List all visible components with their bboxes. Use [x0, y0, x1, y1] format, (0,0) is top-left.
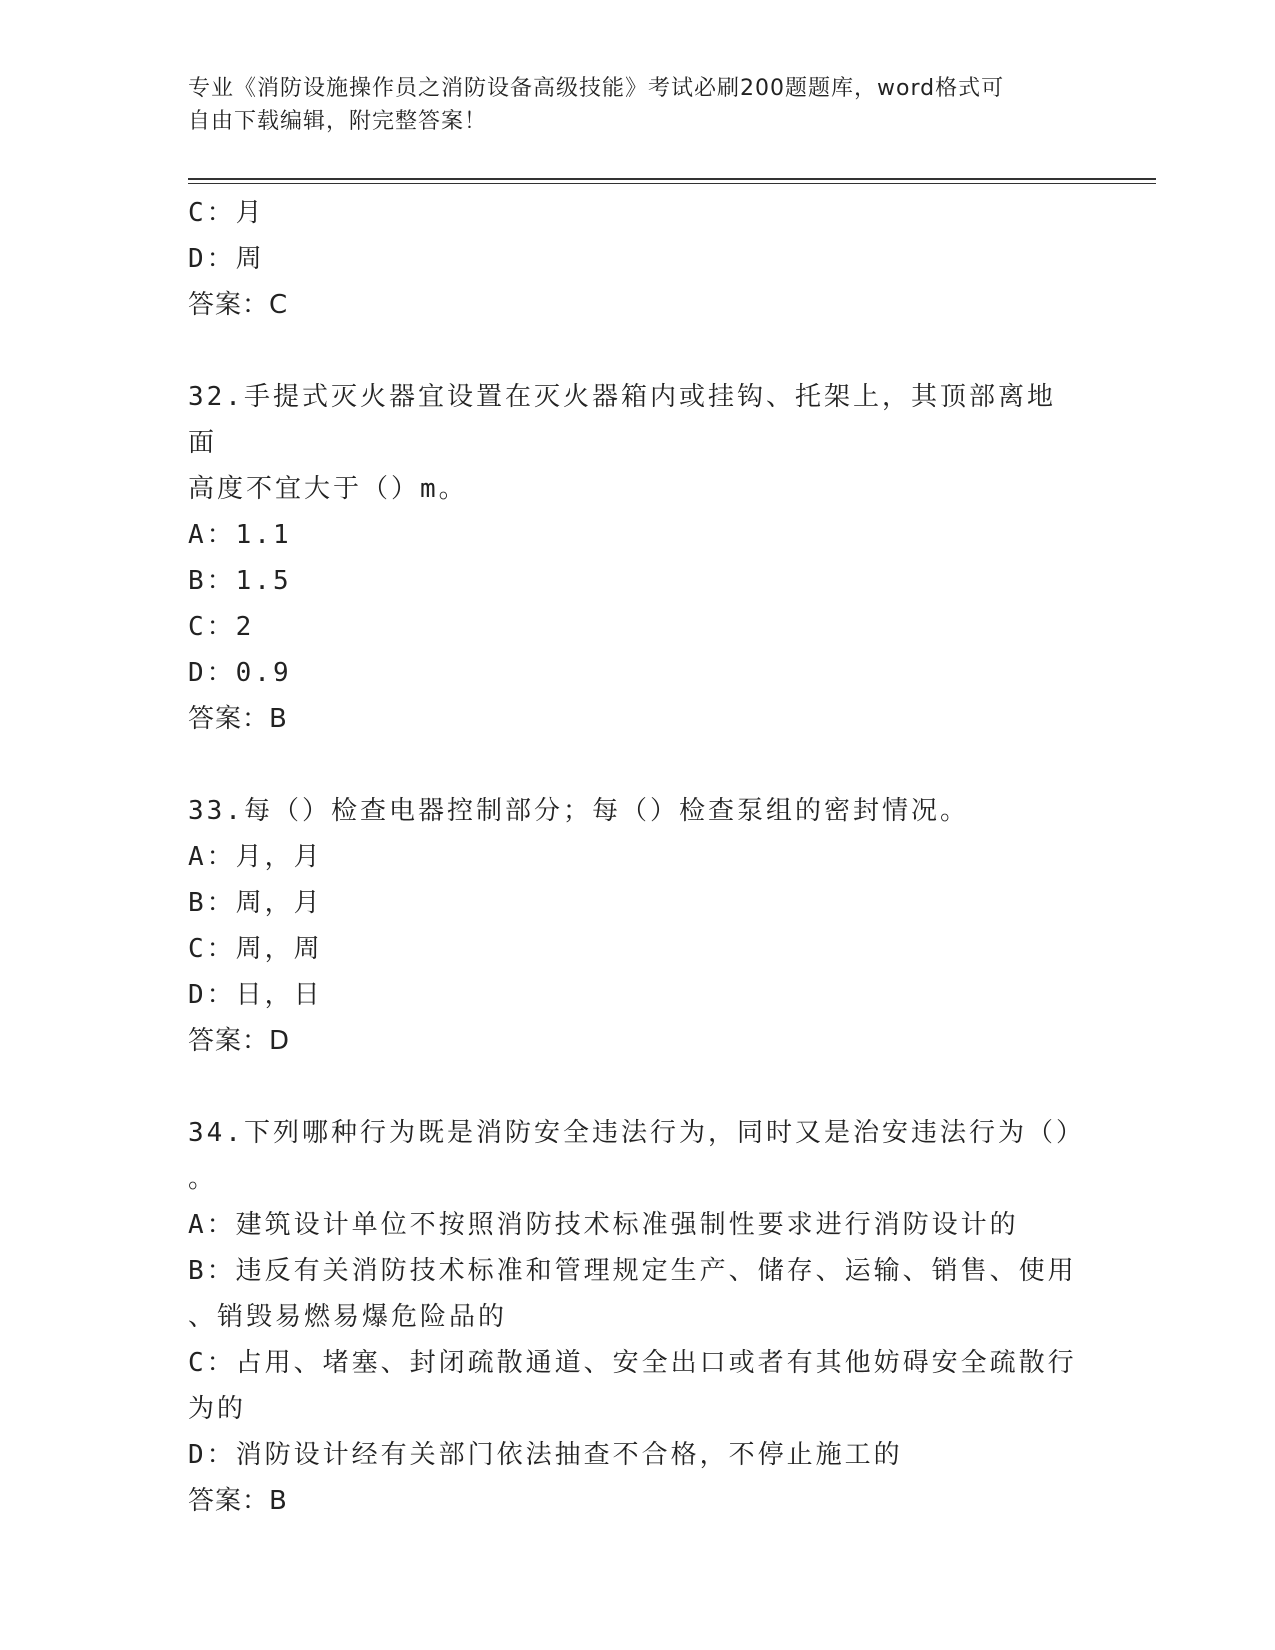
question-32 — [188, 374, 1078, 742]
question-34 — [188, 1110, 1085, 1524]
question-content — [188, 190, 1085, 1524]
option-b: B：周，月 — [188, 888, 323, 918]
answer-line: 答案：C — [188, 290, 289, 320]
option-d: D：消防设计经有关部门依法抽查不合格，不停止施工的 — [188, 1440, 903, 1470]
option-c: C：月 — [188, 198, 265, 228]
question-stem: 高度不宜大于（）m。 — [188, 474, 468, 504]
answer-line: 答案：D — [188, 1026, 291, 1056]
question-stem: 34.下列哪种行为既是消防安全违法行为，同时又是治安违法行为（） — [188, 1118, 1085, 1148]
option-b-continued: 、销毁易燃易爆危险品的 — [188, 1302, 508, 1332]
question-stem: 33.每（）检查电器控制部分；每（）检查泵组的密封情况。 — [188, 796, 969, 826]
prev-question — [188, 190, 1078, 328]
option-c: C：2 — [188, 612, 255, 642]
option-a: A：建筑设计单位不按照消防技术标准强制性要求进行消防设计的 — [188, 1210, 1019, 1240]
option-d: D：日，日 — [188, 980, 323, 1010]
option-a: A：月，月 — [188, 842, 323, 872]
option-d: D：周 — [188, 244, 265, 274]
option-c-continued: 为的 — [188, 1394, 247, 1424]
header-line-1: 专业《消防设施操作员之消防设备高级技能》考试必刷200题题库，word格式可 — [188, 76, 1005, 101]
option-d: D：0.9 — [188, 658, 292, 688]
document-header — [188, 72, 1088, 138]
option-b: B：1.5 — [188, 566, 292, 596]
option-c: C：占用、堵塞、封闭疏散通道、安全出口或者有其他妨碍安全疏散行 — [188, 1348, 1077, 1378]
option-b: B：违反有关消防技术标准和管理规定生产、储存、运输、销售、使用 — [188, 1256, 1077, 1286]
answer-line: 答案：B — [188, 704, 288, 734]
question-33 — [188, 788, 1078, 1064]
header-divider-thin — [188, 183, 1156, 184]
option-a: A：1.1 — [188, 520, 292, 550]
question-stem: 32.手提式灭火器宜设置在灭火器箱内或挂钩、托架上，其顶部离地面 — [188, 382, 1056, 458]
option-c: C：周，周 — [188, 934, 323, 964]
question-stem: 。 — [188, 1164, 218, 1194]
answer-line: 答案：B — [188, 1486, 288, 1516]
header-divider-thick — [188, 178, 1156, 180]
header-line-2: 自由下载编辑，附完整答案！ — [188, 109, 488, 134]
